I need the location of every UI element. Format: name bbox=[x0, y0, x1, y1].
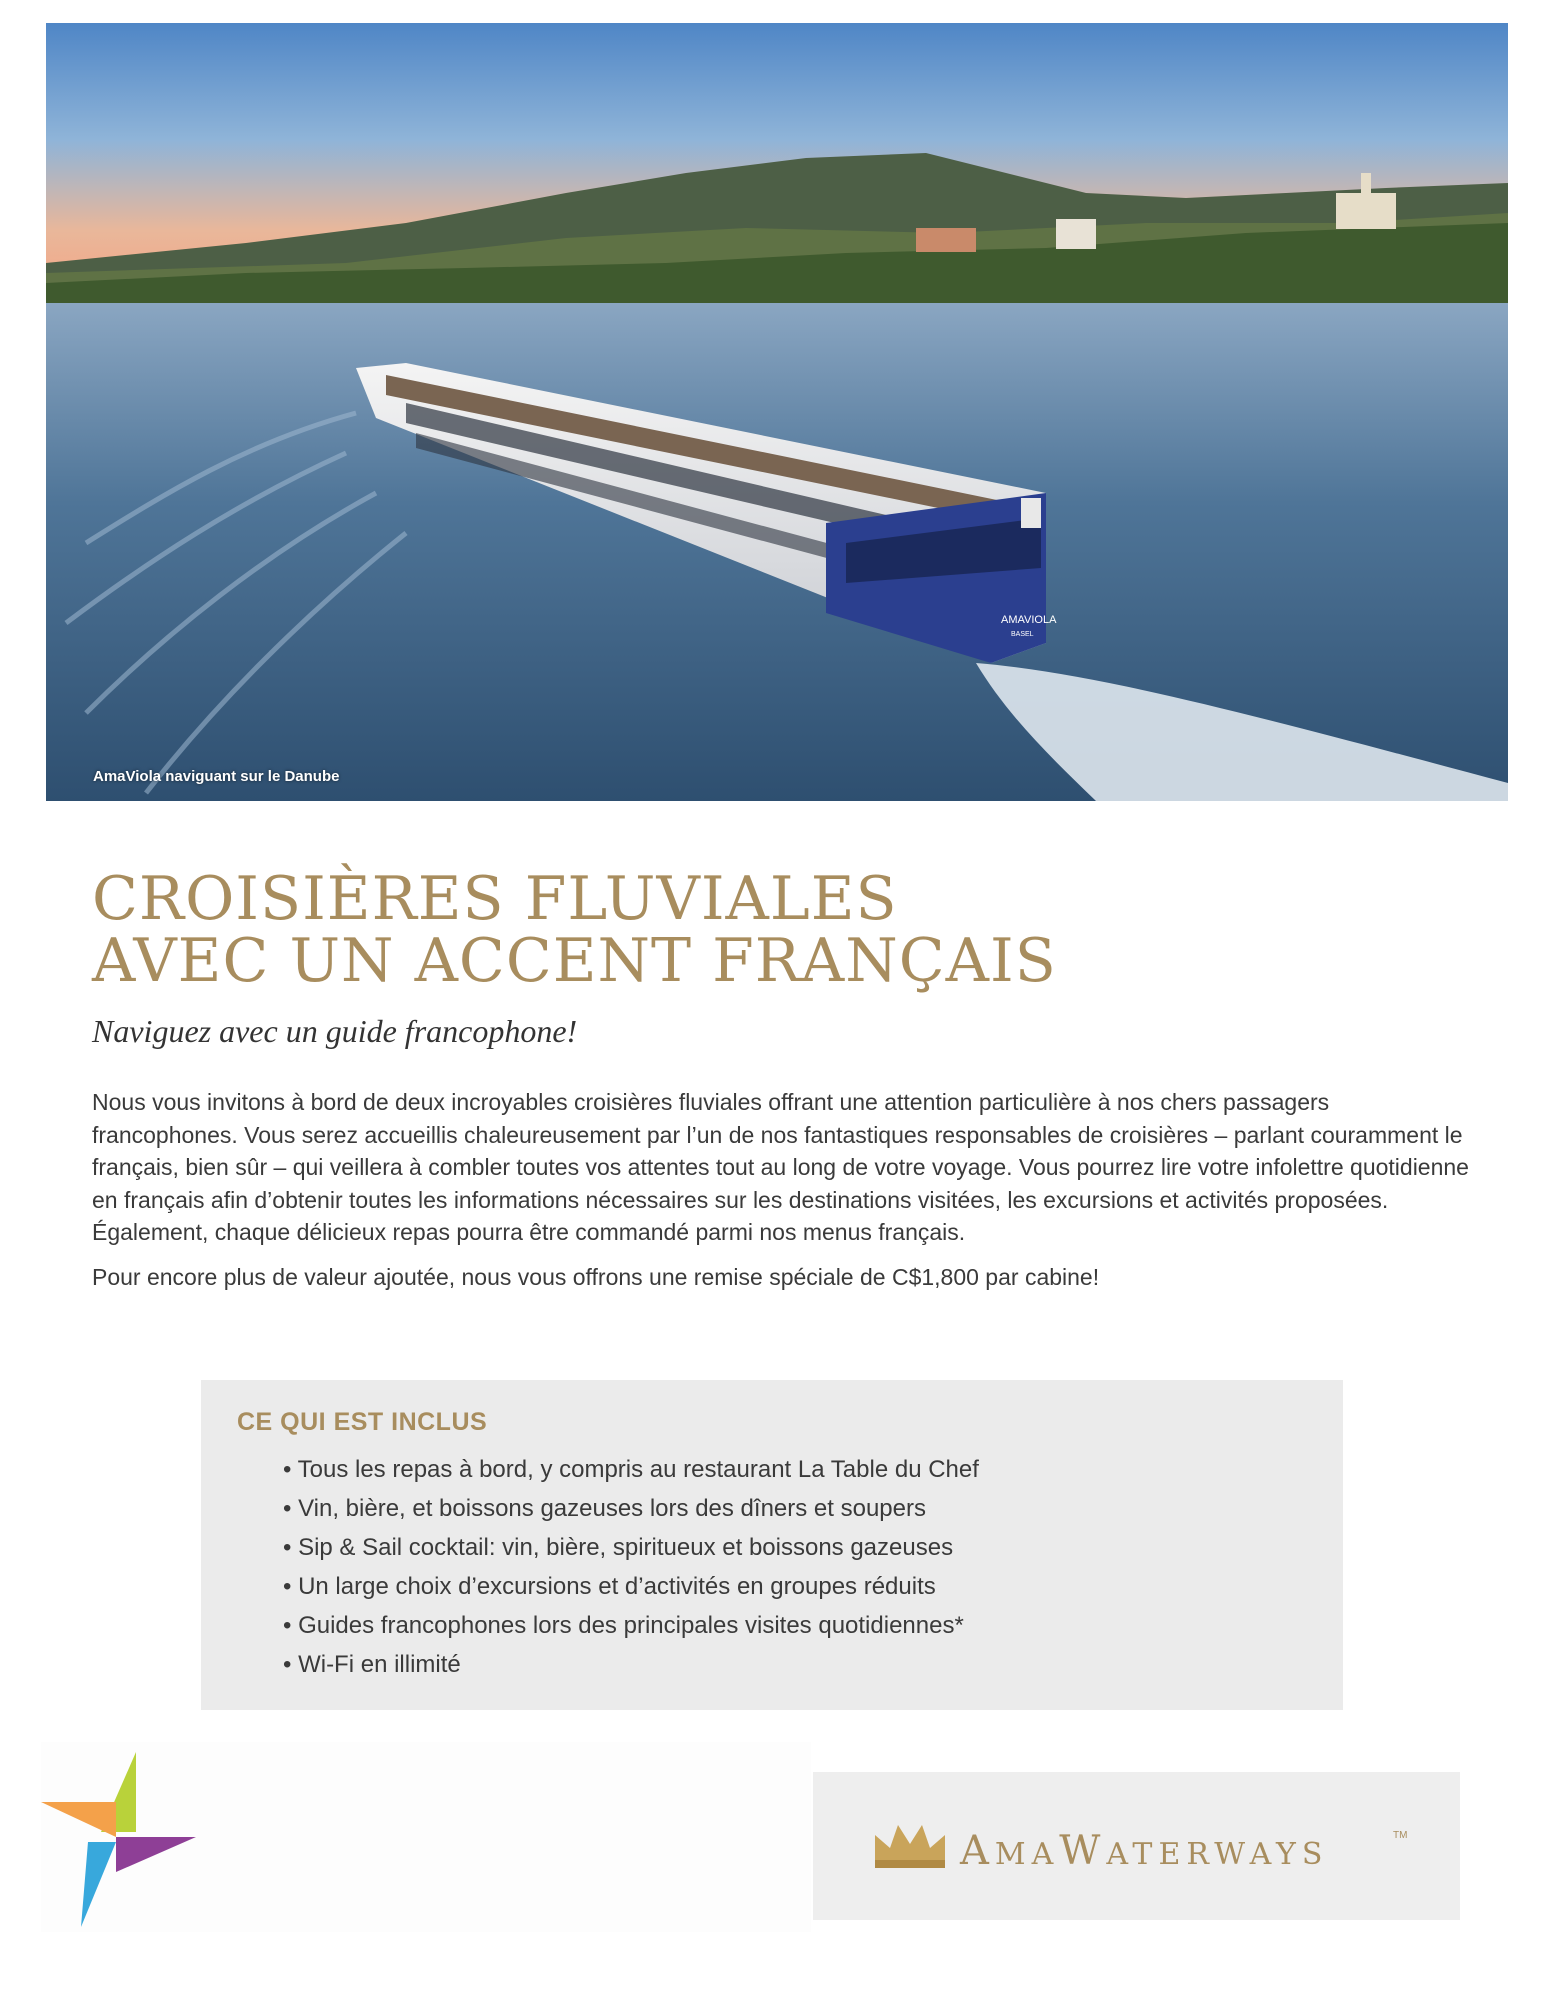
agency-logo-area bbox=[41, 1742, 811, 1932]
crown-icon bbox=[870, 1820, 950, 1870]
title-line-2: AVEC UN ACCENT FRANÇAIS bbox=[92, 926, 1057, 996]
list-item: • Un large choix d’excursions et d’activités en groupes réduits bbox=[283, 1567, 979, 1606]
list-item: • Sip & Sail cocktail: vin, bière, spiritueux et boissons gazeuses bbox=[283, 1528, 979, 1567]
list-item: • Wi-Fi en illimité bbox=[283, 1645, 979, 1684]
brand-rest-ma: MA bbox=[994, 1837, 1060, 1872]
list-item: • Vin, bière, et boissons gazeuses lors des dîners et soupers bbox=[283, 1489, 979, 1528]
amawaterways-logo bbox=[813, 1772, 1460, 1920]
brand-wordmark bbox=[960, 1828, 1328, 1874]
included-panel bbox=[201, 1380, 1343, 1710]
offer-paragraph: Pour encore plus de valeur ajoutée, nous vous offrons une remise spéciale de C$1,800 par cabine! bbox=[92, 1263, 1100, 1290]
ship-port-label: BASEL bbox=[1011, 631, 1034, 638]
ship-name-label: AMAVIOLA bbox=[1001, 614, 1057, 626]
star-logo-icon bbox=[41, 1742, 231, 1932]
list-item: • Guides francophones lors des principales visites quotidiennes* bbox=[283, 1606, 979, 1645]
list-item: • Tous les repas à bord, y compris au restaurant La Table du Chef bbox=[283, 1450, 979, 1489]
included-list bbox=[283, 1450, 979, 1684]
title-line-1: CROISIÈRES FLUVIALES bbox=[92, 864, 898, 934]
brand-initial-a: A bbox=[960, 1828, 995, 1874]
photo-caption: AmaViola naviguant sur le Danube bbox=[93, 768, 340, 785]
brand-initial-w: W bbox=[1059, 1828, 1107, 1874]
included-heading: CE QUI EST INCLUS bbox=[237, 1408, 488, 1436]
hero-image bbox=[46, 23, 1508, 801]
intro-text bbox=[92, 1086, 1472, 1305]
subtitle: Naviguez avec un guide francophone! bbox=[92, 1013, 578, 1049]
intro-paragraph: Nous vous invitons à bord de deux incroyables croisières fluviales offrant une attention particulière à nos chers passagers francophones. Vous serez accueillis chaleureusement par l’un de nos fantastiques responsables de croisières – parlant couramment le français, bien sûr – qui veillera à combler toutes vos attentes tout au long de votre voyage. Vous pourrez lire votre infolettre quotidienne en français afin d’obtenir toutes les informations nécessaires sur les destinations visitées, les excursions et activités proposées. Également, chaque délicieux repas pourra être commandé parmi nos menus français. bbox=[92, 1089, 1469, 1245]
brand-rest-waterways: ATERWAYS bbox=[1106, 1837, 1329, 1872]
river-cruise-photo bbox=[46, 23, 1508, 801]
trademark-mark: TM bbox=[1393, 1830, 1408, 1841]
page-title bbox=[92, 864, 1057, 996]
